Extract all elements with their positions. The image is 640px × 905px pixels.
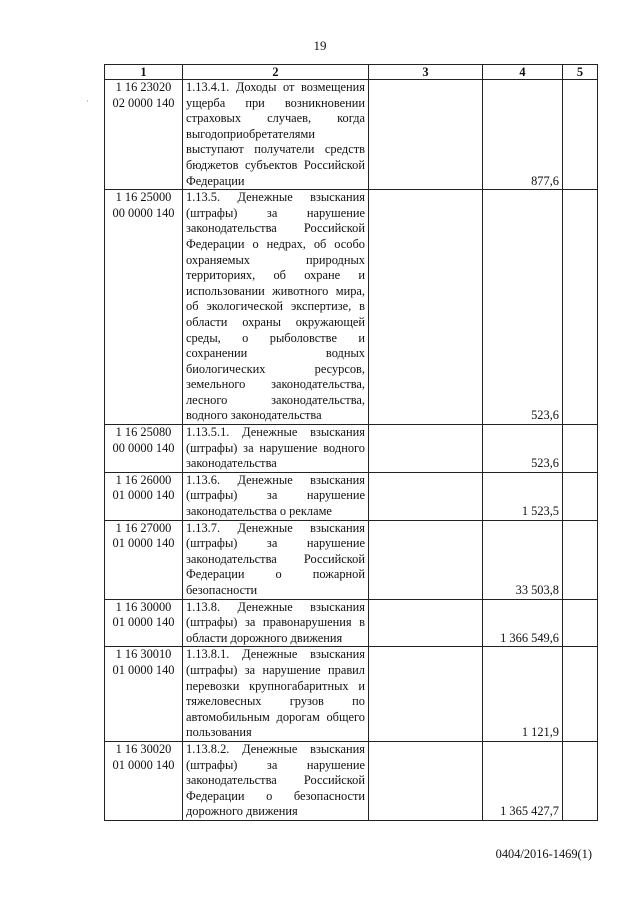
scan-mark: · bbox=[86, 96, 89, 106]
budget-code: 1 16 27000 01 0000 140 bbox=[105, 520, 183, 599]
amount-cell: 523,6 bbox=[483, 190, 563, 425]
column-5-cell bbox=[563, 647, 598, 742]
column-3-cell bbox=[369, 190, 483, 425]
amount-cell: 1 121,9 bbox=[483, 647, 563, 742]
item-description: 1.13.4.1. Доходы от возмещения ущерба при возникновении страховых случаев, когда выгодоприобретателями выступают получатели средств бюджетов субъектов Российской Федерации bbox=[183, 80, 369, 190]
item-description: 1.13.8.1. Денежные взыскания (штрафы) за нарушение правил перевозки крупногабаритных и тяжеловесных грузов по автомобильным дорогам общего пользования bbox=[183, 647, 369, 742]
item-description: 1.13.5.1. Денежные взыскания (штрафы) за нарушение водного законодательства bbox=[183, 425, 369, 473]
amount-cell: 1 366 549,6 bbox=[483, 599, 563, 647]
item-description: 1.13.8. Денежные взыскания (штрафы) за правонарушения в области дорожного движения bbox=[183, 599, 369, 647]
table-row bbox=[105, 80, 598, 190]
budget-code: 1 16 25000 00 0000 140 bbox=[105, 190, 183, 425]
column-5-cell bbox=[563, 425, 598, 473]
column-3-cell bbox=[369, 520, 483, 599]
table-row bbox=[105, 425, 598, 473]
column-5-cell bbox=[563, 520, 598, 599]
column-3-cell bbox=[369, 472, 483, 520]
column-3-cell bbox=[369, 647, 483, 742]
column-header-2: 2 bbox=[183, 65, 369, 80]
page-number: 19 bbox=[313, 38, 327, 53]
budget-code: 1 16 30010 01 0000 140 bbox=[105, 647, 183, 742]
amount-cell: 877,6 bbox=[483, 80, 563, 190]
table-row bbox=[105, 190, 598, 425]
table-row bbox=[105, 647, 598, 742]
column-header-4: 4 bbox=[483, 65, 563, 80]
budget-code: 1 16 30020 01 0000 140 bbox=[105, 741, 183, 820]
revenue-table bbox=[104, 64, 598, 821]
table-row bbox=[105, 599, 598, 647]
table-row bbox=[105, 472, 598, 520]
table-header-row bbox=[105, 65, 598, 80]
amount-cell: 523,6 bbox=[483, 425, 563, 473]
column-3-cell bbox=[369, 741, 483, 820]
column-3-cell bbox=[369, 599, 483, 647]
column-header-3: 3 bbox=[369, 65, 483, 80]
column-5-cell bbox=[563, 599, 598, 647]
column-5-cell bbox=[563, 741, 598, 820]
column-5-cell bbox=[563, 472, 598, 520]
budget-code: 1 16 30000 01 0000 140 bbox=[105, 599, 183, 647]
column-5-cell bbox=[563, 190, 598, 425]
column-header-5: 5 bbox=[563, 65, 598, 80]
budget-code: 1 16 23020 02 0000 140 bbox=[105, 80, 183, 190]
column-header-1: 1 bbox=[105, 65, 183, 80]
column-5-cell bbox=[563, 80, 598, 190]
budget-code: 1 16 25080 00 0000 140 bbox=[105, 425, 183, 473]
item-description: 1.13.6. Денежные взыскания (штрафы) за нарушение законодательства о рекламе bbox=[183, 472, 369, 520]
amount-cell: 1 365 427,7 bbox=[483, 741, 563, 820]
column-3-cell bbox=[369, 425, 483, 473]
table-row bbox=[105, 741, 598, 820]
item-description: 1.13.5. Денежные взыскания (штрафы) за нарушение законодательства Российской Федерации о недрах, об особо охраняемых природных территориях, об охране и использовании животного мира, об экологической экспертизе, в области охраны окружающей среды, о рыболовстве и сохранении водных биологических ресурсов, земельного законодательства, лесного законодательства, водного законодательства bbox=[183, 190, 369, 425]
budget-code: 1 16 26000 01 0000 140 bbox=[105, 472, 183, 520]
item-description: 1.13.8.2. Денежные взыскания (штрафы) за нарушение законодательства Российской Федерации о безопасности дорожного движения bbox=[183, 741, 369, 820]
document-reference: 0404/2016-1469(1) bbox=[495, 847, 592, 861]
table-row bbox=[105, 520, 598, 599]
item-description: 1.13.7. Денежные взыскания (штрафы) за нарушение законодательства Российской Федерации о пожарной безопасности bbox=[183, 520, 369, 599]
amount-cell: 1 523,5 bbox=[483, 472, 563, 520]
amount-cell: 33 503,8 bbox=[483, 520, 563, 599]
column-3-cell bbox=[369, 80, 483, 190]
